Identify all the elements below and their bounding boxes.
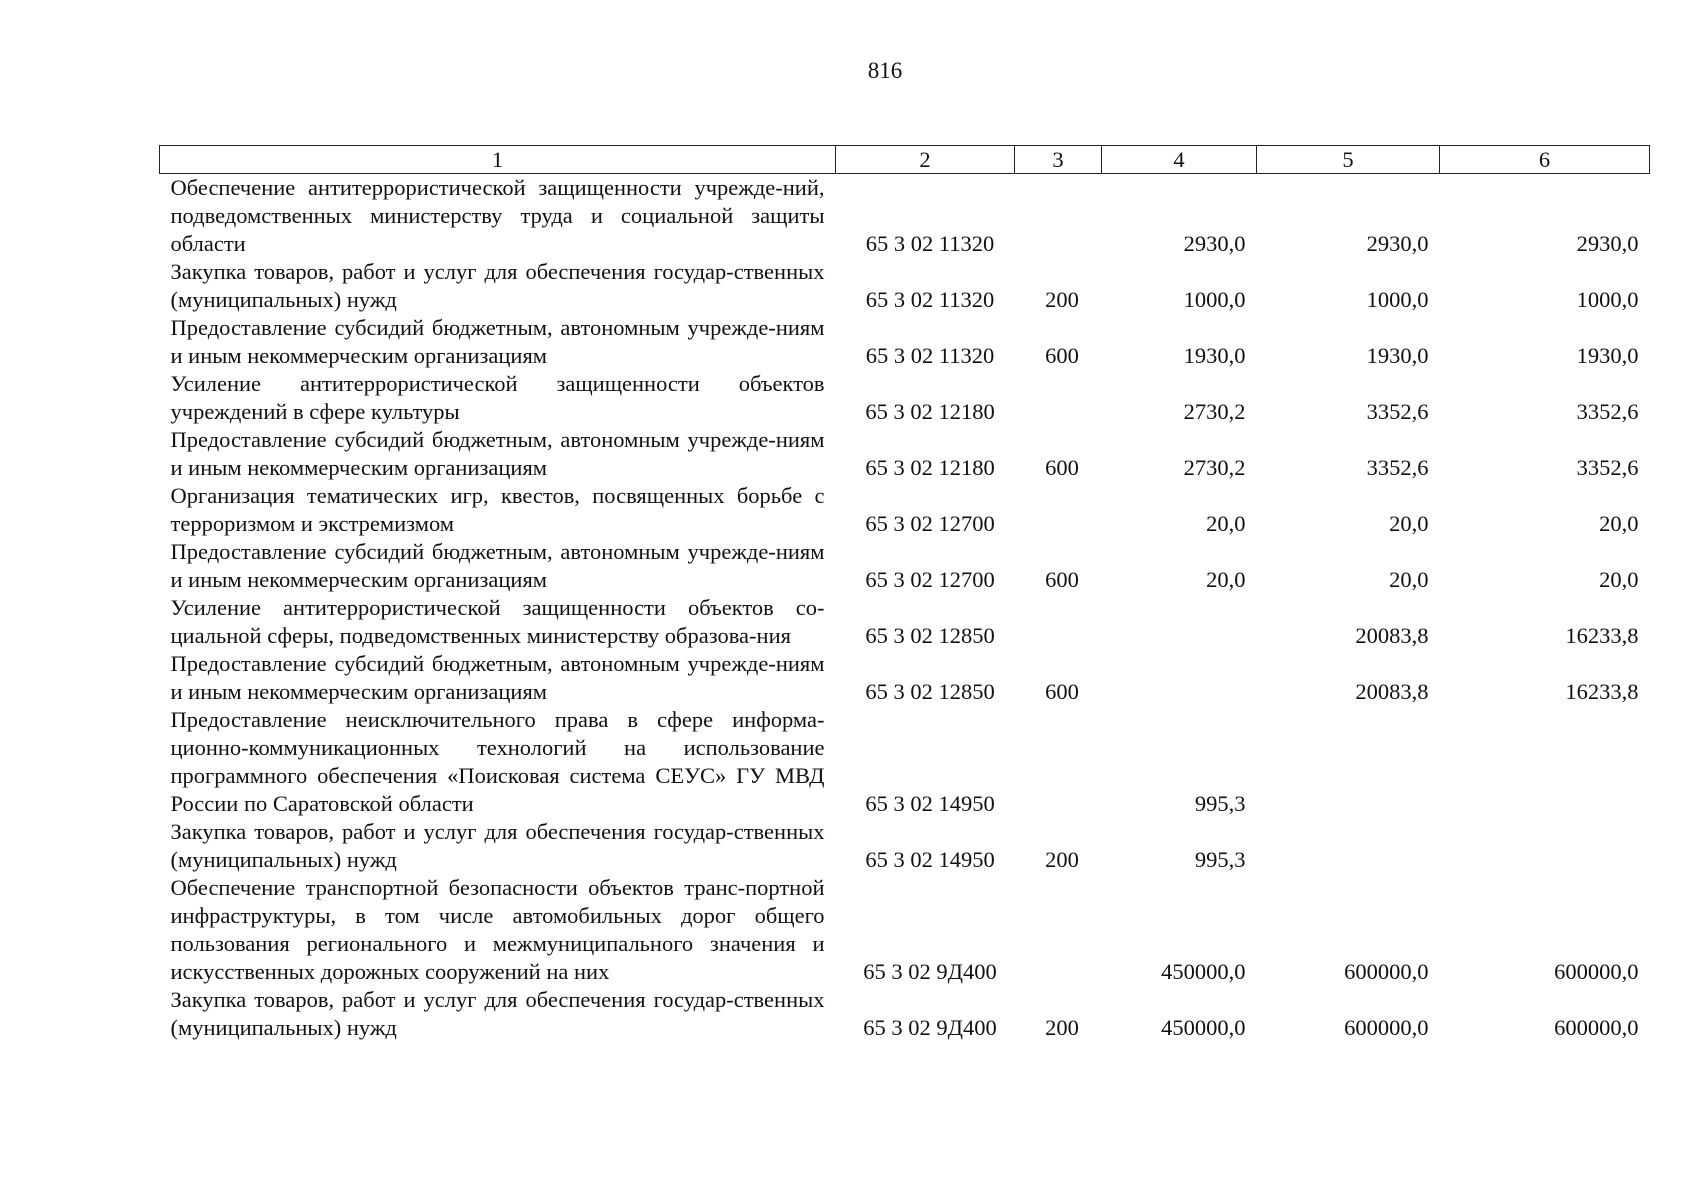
row-value-col4: 20,0 xyxy=(1206,511,1246,536)
row-value-col6: 2930,0 xyxy=(1576,231,1639,256)
row-value-col5: 600000,0 xyxy=(1344,959,1429,984)
row-code: 65 3 02 12180 xyxy=(865,399,995,424)
column-header-1: 1 xyxy=(160,146,836,174)
row-value-col5: 1930,0 xyxy=(1366,343,1429,368)
row-name: Предоставление субсидий бюджетным, автономным учрежде-ниям и иным некоммерческим организациям xyxy=(170,427,825,480)
table-row xyxy=(160,818,1650,874)
row-value-col4: 1930,0 xyxy=(1183,343,1246,368)
row-expense-type xyxy=(1015,482,1102,538)
row-value-col4: 2730,2 xyxy=(1183,455,1246,480)
row-expense-type: 200 xyxy=(1045,287,1079,312)
row-value-col4: 995,3 xyxy=(1194,847,1246,872)
row-value-col4 xyxy=(1102,650,1257,706)
row-expense-type xyxy=(1015,174,1102,259)
row-value-col5 xyxy=(1257,818,1440,874)
row-value-col4 xyxy=(1102,594,1257,650)
row-value-col4: 995,3 xyxy=(1194,791,1246,816)
row-value-col5: 20,0 xyxy=(1389,567,1429,592)
table-row xyxy=(160,258,1650,314)
row-code: 65 3 02 14950 xyxy=(865,847,995,872)
row-name: Закупка товаров, работ и услуг для обеспечения государ-ственных (муниципальных) нужд xyxy=(170,987,825,1040)
table-row xyxy=(160,174,1650,259)
row-code: 65 3 02 12850 xyxy=(865,623,995,648)
row-expense-type xyxy=(1015,370,1102,426)
row-value-col5: 20,0 xyxy=(1389,511,1429,536)
table-row xyxy=(160,594,1650,650)
column-header-5: 5 xyxy=(1257,146,1440,174)
row-code: 65 3 02 9Д400 xyxy=(863,1015,997,1040)
row-expense-type: 200 xyxy=(1045,847,1079,872)
row-code: 65 3 02 14950 xyxy=(865,791,995,816)
row-value-col4: 450000,0 xyxy=(1161,1015,1246,1040)
row-value-col5 xyxy=(1257,706,1440,818)
table-row xyxy=(160,650,1650,706)
row-value-col6 xyxy=(1440,706,1650,818)
row-name: Усиление антитеррористической защищенности объектов учреждений в сфере культуры xyxy=(170,371,825,424)
row-value-col6: 20,0 xyxy=(1599,567,1639,592)
row-value-col6: 3352,6 xyxy=(1576,399,1639,424)
row-value-col5: 20083,8 xyxy=(1355,623,1429,648)
table-header-row xyxy=(160,146,1650,174)
row-name: Закупка товаров, работ и услуг для обеспечения государ-ственных (муниципальных) нужд xyxy=(170,259,825,312)
table-row xyxy=(160,314,1650,370)
row-value-col5: 600000,0 xyxy=(1344,1015,1429,1040)
row-code: 65 3 02 12850 xyxy=(865,679,995,704)
row-value-col5: 3352,6 xyxy=(1366,455,1429,480)
budget-table xyxy=(159,145,1650,1042)
column-header-3: 3 xyxy=(1015,146,1102,174)
row-value-col6: 600000,0 xyxy=(1554,1015,1639,1040)
row-name: Закупка товаров, работ и услуг для обеспечения государ-ственных (муниципальных) нужд xyxy=(170,819,825,872)
row-name: Усиление антитеррористической защищенности объектов со-циальной сферы, подведомственных министерству образова-ния xyxy=(170,595,825,648)
row-name: Организация тематических игр, квестов, посвященных борьбе с терроризмом и экстремизмом xyxy=(170,483,825,536)
row-value-col5: 20083,8 xyxy=(1355,679,1429,704)
row-value-col4: 2930,0 xyxy=(1183,231,1246,256)
row-value-col4: 20,0 xyxy=(1206,567,1246,592)
row-code: 65 3 02 11320 xyxy=(865,343,995,368)
row-value-col6: 16233,8 xyxy=(1565,623,1639,648)
row-expense-type: 200 xyxy=(1045,1015,1079,1040)
row-expense-type: 600 xyxy=(1045,567,1079,592)
row-code: 65 3 02 12180 xyxy=(865,455,995,480)
row-expense-type: 600 xyxy=(1045,679,1079,704)
row-code: 65 3 02 12700 xyxy=(865,567,995,592)
page-number: 816 xyxy=(867,58,903,83)
row-code: 65 3 02 12700 xyxy=(865,511,995,536)
row-name: Предоставление неисключительного права в сфере информа-ционно-коммуникационных технологий на использование программного обеспечения «Поисковая система СЕУС» ГУ МВД России по Саратовской области xyxy=(170,707,825,816)
table-row xyxy=(160,986,1650,1042)
row-value-col5: 3352,6 xyxy=(1366,399,1429,424)
row-expense-type xyxy=(1015,706,1102,818)
row-name: Предоставление субсидий бюджетным, автономным учрежде-ниям и иным некоммерческим организациям xyxy=(170,539,825,592)
row-name: Предоставление субсидий бюджетным, автономным учрежде-ниям и иным некоммерческим организациям xyxy=(170,651,825,704)
row-value-col6: 16233,8 xyxy=(1565,679,1639,704)
row-value-col5: 1000,0 xyxy=(1366,287,1429,312)
column-header-4: 4 xyxy=(1102,146,1257,174)
table-row xyxy=(160,370,1650,426)
column-header-6: 6 xyxy=(1440,146,1650,174)
row-name: Обеспечение антитеррористической защищенности учрежде-ний, подведомственных министерству труда и социальной защиты области xyxy=(170,175,825,256)
table-row xyxy=(160,482,1650,538)
row-name: Обеспечение транспортной безопасности объектов транс-портной инфраструктуры, в том числе автомобильных дорог общего пользования регионального и межмуниципального значения и искусственных дорожных сооружений на них xyxy=(170,875,825,984)
row-value-col6: 1000,0 xyxy=(1576,287,1639,312)
row-name: Предоставление субсидий бюджетным, автономным учрежде-ниям и иным некоммерческим организациям xyxy=(170,315,825,368)
row-code: 65 3 02 11320 xyxy=(865,231,995,256)
table-row xyxy=(160,426,1650,482)
row-value-col4: 1000,0 xyxy=(1183,287,1246,312)
row-expense-type: 600 xyxy=(1045,455,1079,480)
row-value-col5: 2930,0 xyxy=(1366,231,1429,256)
row-expense-type: 600 xyxy=(1045,343,1079,368)
row-value-col6: 20,0 xyxy=(1599,511,1639,536)
column-header-2: 2 xyxy=(836,146,1015,174)
row-expense-type xyxy=(1015,874,1102,986)
table-row xyxy=(160,874,1650,986)
table-row xyxy=(160,706,1650,818)
row-value-col6: 600000,0 xyxy=(1554,959,1639,984)
row-value-col6 xyxy=(1440,818,1650,874)
row-value-col4: 2730,2 xyxy=(1183,399,1246,424)
row-value-col4: 450000,0 xyxy=(1161,959,1246,984)
row-value-col6: 1930,0 xyxy=(1576,343,1639,368)
row-code: 65 3 02 9Д400 xyxy=(863,959,997,984)
row-expense-type xyxy=(1015,594,1102,650)
table-body xyxy=(160,174,1650,1043)
table-row xyxy=(160,538,1650,594)
row-code: 65 3 02 11320 xyxy=(865,287,995,312)
row-value-col6: 3352,6 xyxy=(1576,455,1639,480)
